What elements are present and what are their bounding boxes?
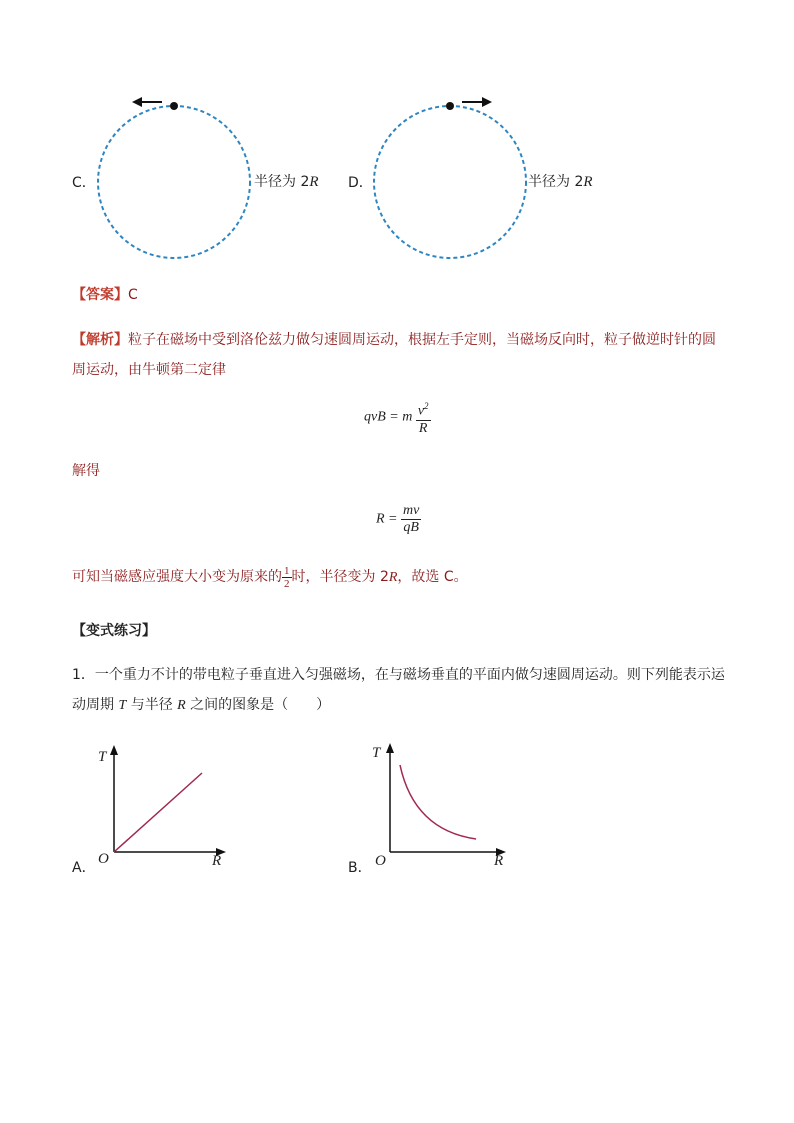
velocity-arrow-head-left bbox=[132, 97, 142, 107]
analysis-tag: 【解析】 bbox=[72, 332, 128, 348]
formula-lorentz: qvB = m $\frac{v^2}{R}$ bbox=[364, 398, 431, 437]
option-c-radius-label: 半径为 2R bbox=[254, 174, 319, 190]
graph-b bbox=[368, 738, 513, 870]
question-line-1: 1．一个重力不计的带电粒子垂直进入匀强磁场，在与磁场垂直的平面内做匀速圆周运动。则下列能表示运 bbox=[72, 667, 725, 683]
inverse-curve bbox=[400, 765, 476, 839]
graph-a-y-label: T bbox=[98, 749, 107, 765]
graph-a-label: A． bbox=[72, 860, 96, 876]
option-c-circle-diagram bbox=[90, 90, 260, 265]
velocity-arrow-head-right bbox=[482, 97, 492, 107]
formula-radius: R = $\frac{mv}{qB}$ bbox=[376, 503, 420, 535]
answer-line bbox=[72, 280, 138, 310]
particle-dot bbox=[170, 102, 178, 110]
solve-label: 解得 bbox=[72, 463, 100, 479]
option-d-label: D． bbox=[348, 175, 373, 191]
graph-a-origin-label: O bbox=[98, 851, 109, 867]
section-title: 【变式练习】 bbox=[72, 623, 156, 639]
question-line-2: 动周期 T 与半径 R 之间的图象是（ ） bbox=[72, 697, 331, 713]
graph-a-x-label: R bbox=[212, 853, 222, 869]
analysis-text: 粒子在磁场中受到洛伦兹力做匀速圆周运动，根据左手定则，当磁场反向时，粒子做逆时针的圆周运动，由牛顿第二定律 bbox=[72, 332, 716, 378]
y-axis-arrow bbox=[110, 745, 118, 755]
option-d-circle-diagram bbox=[366, 90, 536, 265]
dashed-circle bbox=[98, 106, 250, 258]
conclusion-line: 可知当磁感应强度大小变为原来的 $\frac{1}{2}$ 时，半径变为 2R，故选 C。 bbox=[72, 564, 468, 590]
graph-a bbox=[92, 740, 232, 870]
linear-curve bbox=[114, 773, 202, 852]
graph-b-origin-label: O bbox=[375, 853, 386, 869]
dashed-circle bbox=[374, 106, 526, 258]
y-axis-arrow bbox=[386, 743, 394, 753]
answer-tag: 【答案】 bbox=[72, 287, 128, 303]
graph-b-y-label: T bbox=[372, 745, 381, 761]
analysis-paragraph bbox=[72, 325, 722, 385]
formula-fraction: $\frac{v^2}{R}$ bbox=[416, 398, 431, 437]
answer-value: C bbox=[128, 287, 138, 303]
graph-b-label: B． bbox=[348, 860, 372, 876]
graph-b-x-label: R bbox=[494, 853, 504, 869]
half-fraction: $\frac{1}{2}$ bbox=[284, 564, 290, 590]
option-c-label: C． bbox=[72, 175, 96, 191]
particle-dot bbox=[446, 102, 454, 110]
formula-fraction: $\frac{mv}{qB}$ bbox=[403, 503, 420, 535]
question-text bbox=[72, 660, 732, 721]
option-d-radius-label: 半径为 2R bbox=[528, 174, 593, 190]
